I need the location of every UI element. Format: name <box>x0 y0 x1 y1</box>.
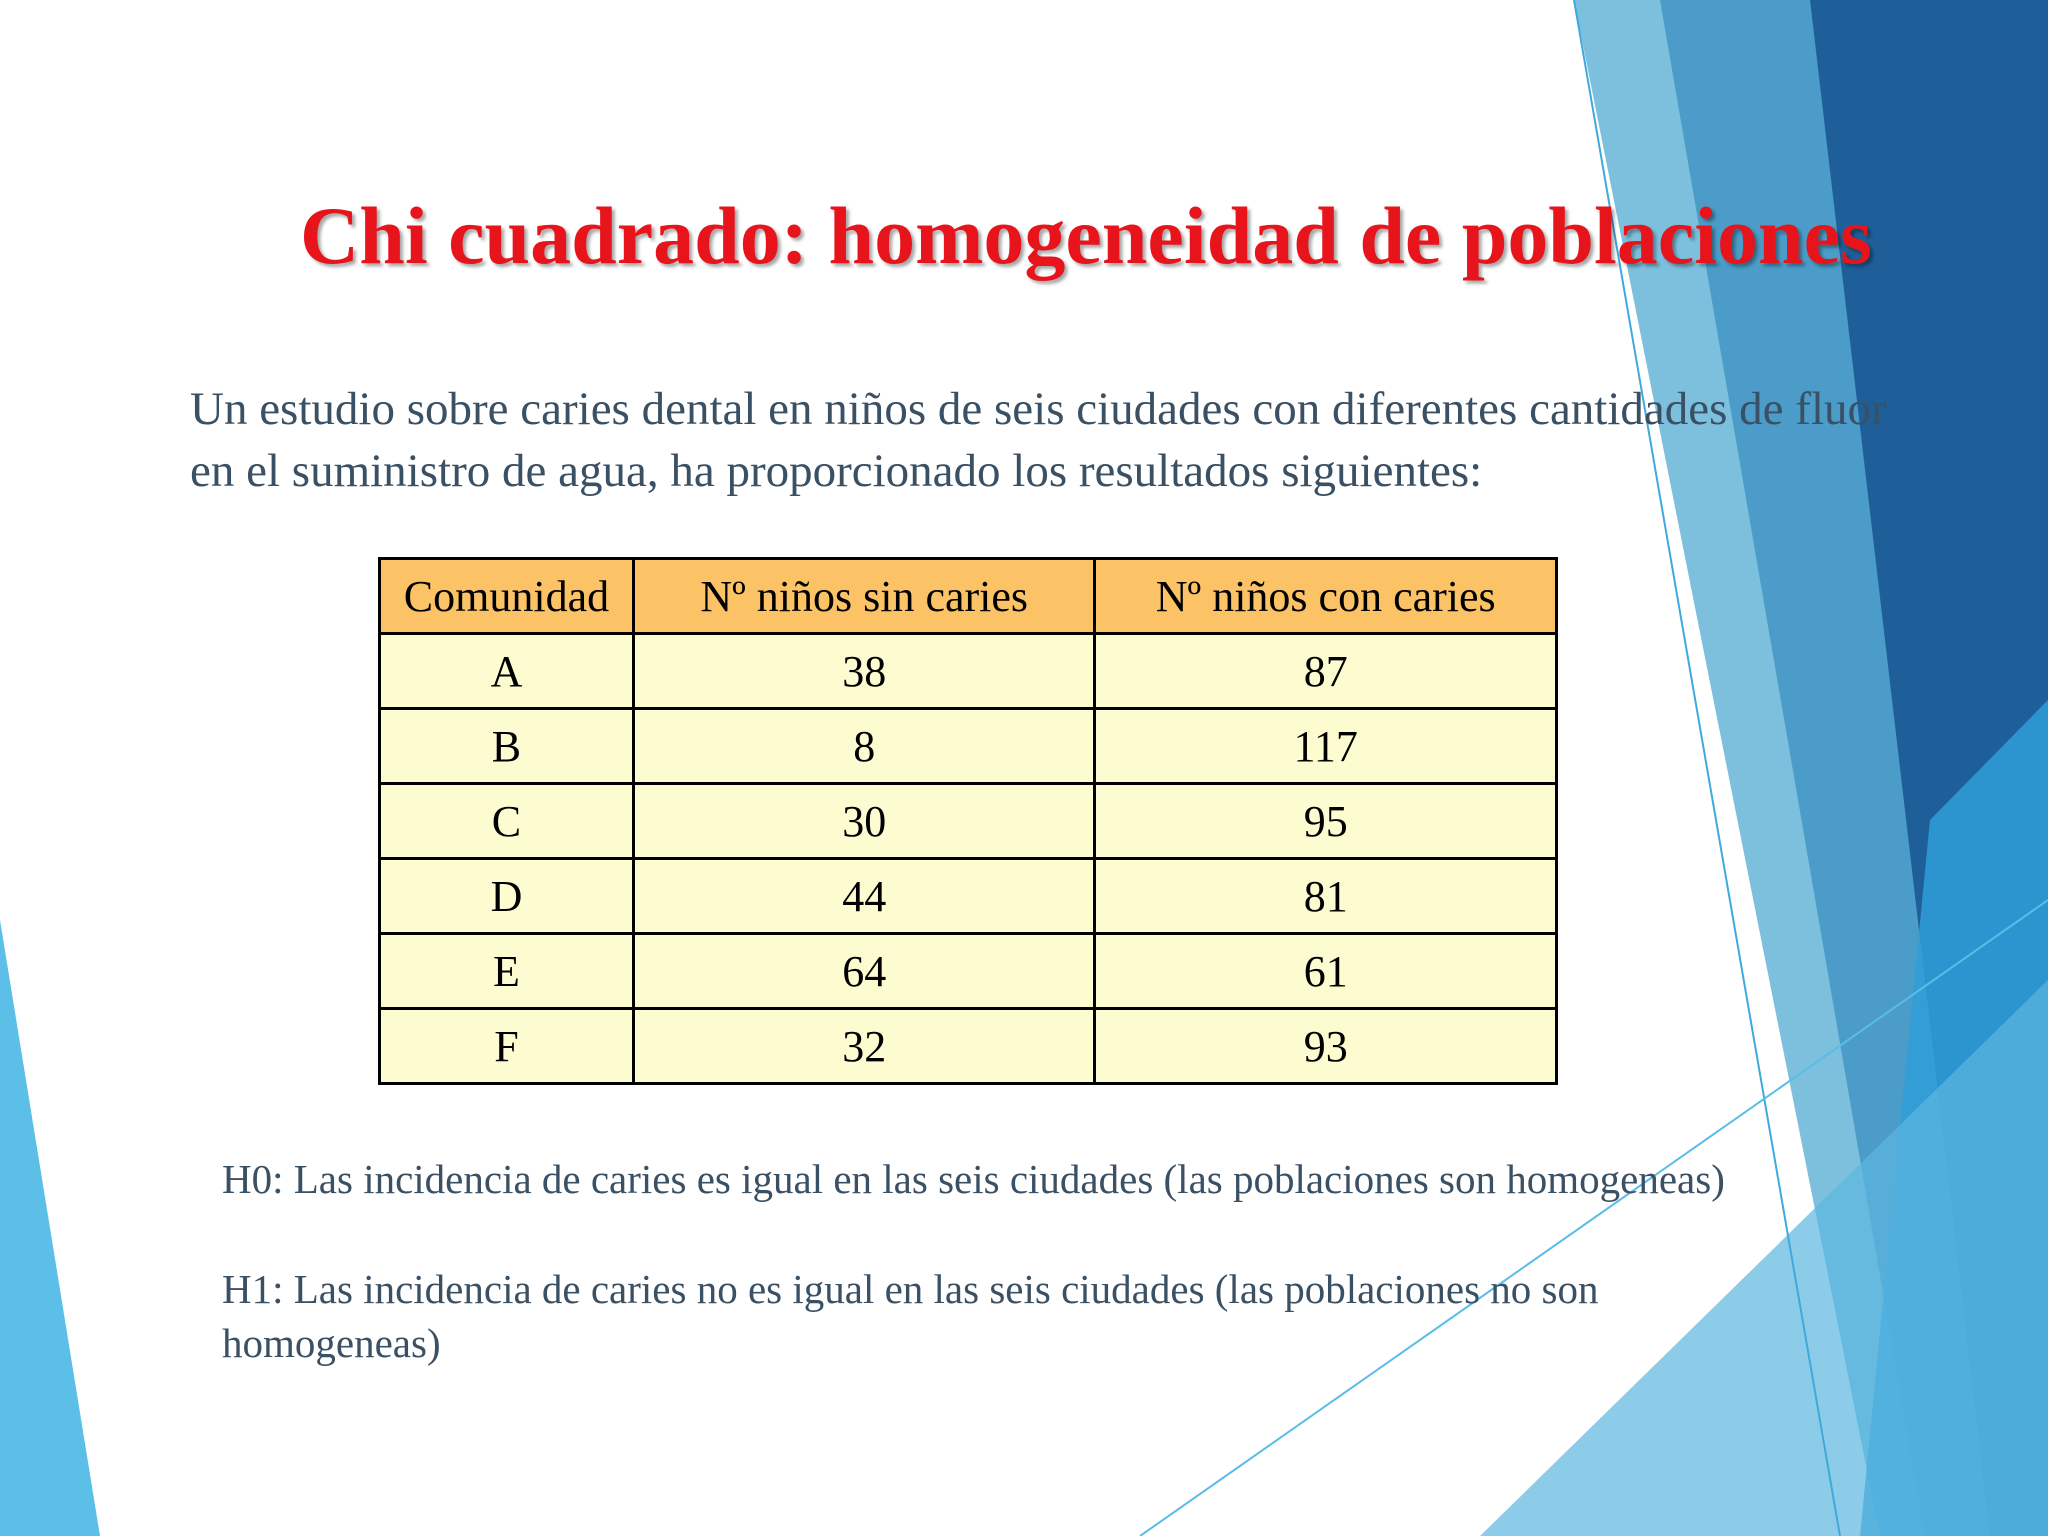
cell-comunidad: A <box>380 634 634 709</box>
left-accent-triangle <box>0 920 100 1536</box>
cell-sin-caries: 64 <box>633 934 1095 1009</box>
header-con-caries: Nº niños con caries <box>1095 559 1557 634</box>
cell-comunidad: B <box>380 709 634 784</box>
cell-con-caries: 95 <box>1095 784 1557 859</box>
cell-comunidad: D <box>380 859 634 934</box>
intro-paragraph: Un estudio sobre caries dental en niños de seis ciudades con diferentes cantidades de fluor en el suministro de agua, ha proporcionado los resultados siguientes: <box>190 383 1887 497</box>
cell-sin-caries: 44 <box>633 859 1095 934</box>
table-row <box>380 709 1557 784</box>
hypothesis-h0: H0: Las incidencia de caries es igual en las seis ciudades (las poblaciones son homogeneas) <box>222 1156 1725 1202</box>
cell-comunidad: C <box>380 784 634 859</box>
slide-title: Chi cuadrado: homogeneidad de poblaciones <box>300 190 1872 281</box>
table-row <box>380 934 1557 1009</box>
cell-sin-caries: 30 <box>633 784 1095 859</box>
bottom-accent-facet <box>1480 980 2048 1536</box>
cell-comunidad: E <box>380 934 634 1009</box>
table-row <box>380 1009 1557 1084</box>
caries-data-table <box>378 557 1558 1085</box>
cell-con-caries: 93 <box>1095 1009 1557 1084</box>
table-row <box>380 859 1557 934</box>
table-row <box>380 784 1557 859</box>
cell-con-caries: 87 <box>1095 634 1557 709</box>
cell-con-caries: 61 <box>1095 934 1557 1009</box>
hypothesis-h1: H1: Las incidencia de caries no es igual en las seis ciudades (las poblaciones no son homogeneas) <box>222 1266 1599 1366</box>
cell-con-caries: 81 <box>1095 859 1557 934</box>
header-comunidad: Comunidad <box>380 559 634 634</box>
cell-comunidad: F <box>380 1009 634 1084</box>
cell-sin-caries: 8 <box>633 709 1095 784</box>
header-sin-caries: Nº niños sin caries <box>633 559 1095 634</box>
cell-con-caries: 117 <box>1095 709 1557 784</box>
cell-sin-caries: 32 <box>633 1009 1095 1084</box>
table-row <box>380 634 1557 709</box>
table-header-row <box>380 559 1557 634</box>
cell-sin-caries: 38 <box>633 634 1095 709</box>
